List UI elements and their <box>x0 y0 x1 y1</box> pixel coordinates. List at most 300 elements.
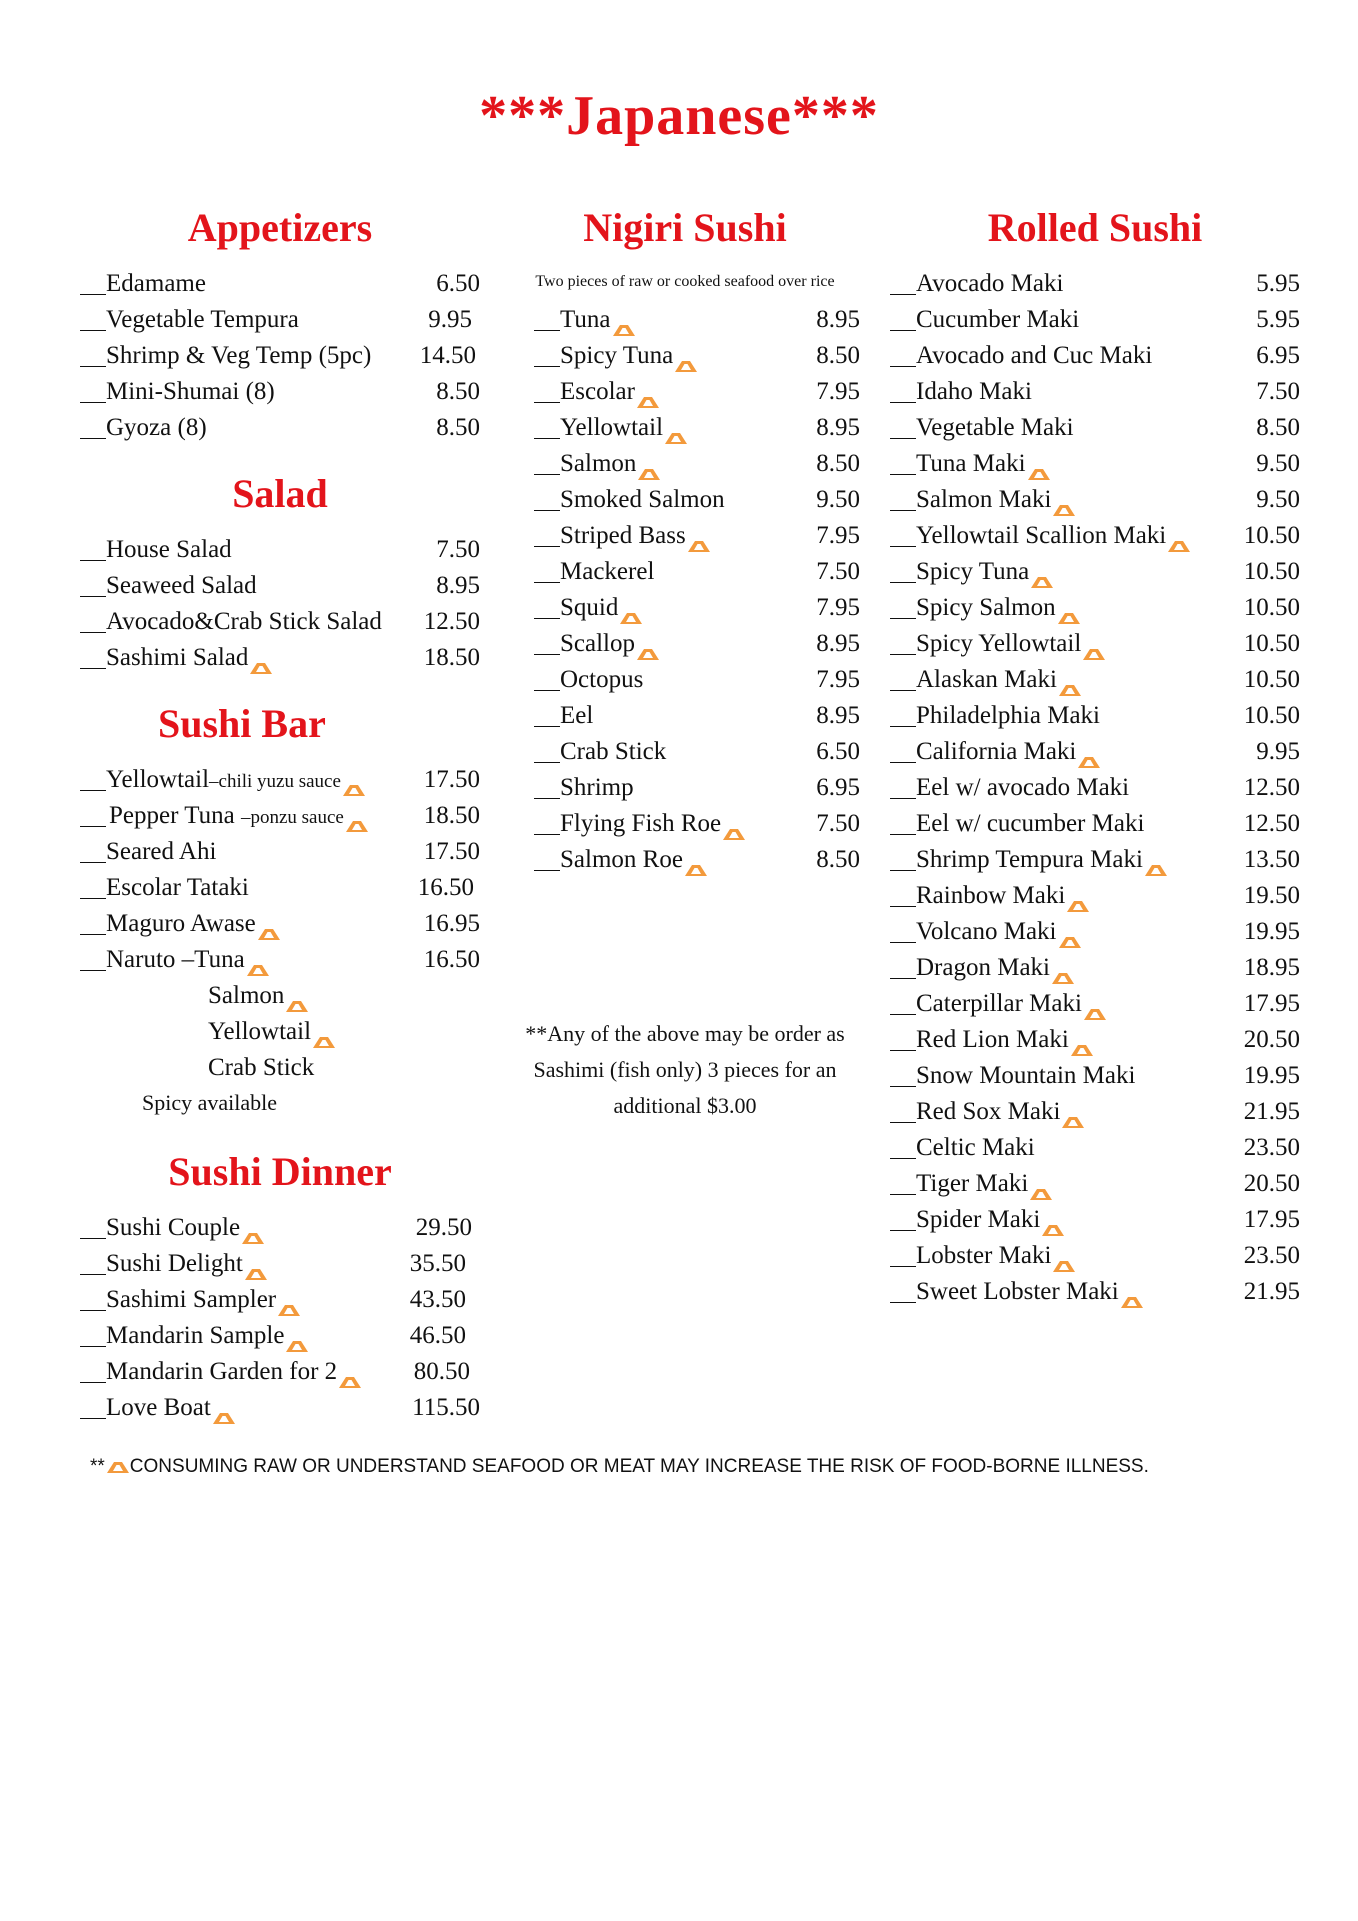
checkbox-line[interactable] <box>890 410 916 439</box>
menu-item <box>534 518 860 554</box>
middle-column <box>510 200 860 878</box>
menu-item <box>890 482 1300 518</box>
item-name-text: Squid <box>560 594 619 621</box>
checkbox-line[interactable] <box>80 834 106 863</box>
raw-warning-icon <box>1041 1212 1065 1226</box>
item-name-text: Celtic Maki <box>916 1134 1035 1161</box>
raw-warning-icon <box>1052 492 1076 506</box>
menu-item <box>534 554 860 590</box>
item-name-text: Lobster Maki <box>916 1242 1052 1269</box>
item-name-text: Eel w/ cucumber Maki <box>916 810 1145 837</box>
item-price: 20.50 <box>1243 1026 1300 1053</box>
raw-warning-icon <box>244 1256 268 1270</box>
item-name <box>560 302 816 338</box>
raw-warning-icon <box>1058 924 1082 938</box>
item-price: 13.50 <box>1243 846 1300 873</box>
raw-warning-icon <box>1030 564 1054 578</box>
menu-item <box>80 834 480 870</box>
item-name-text: Avocado Maki <box>916 270 1064 297</box>
checkbox-line[interactable] <box>534 590 560 619</box>
item-name <box>560 518 816 554</box>
checkbox-line[interactable] <box>80 1246 106 1275</box>
checkbox-line[interactable] <box>534 662 560 691</box>
menu-item <box>890 1274 1300 1310</box>
raw-warning-icon <box>684 852 708 866</box>
item-price: 8.95 <box>816 414 860 441</box>
checkbox-line[interactable] <box>890 1274 916 1303</box>
item-price: 7.50 <box>1256 378 1300 405</box>
checkbox-line[interactable] <box>890 698 916 727</box>
item-name <box>106 1210 416 1246</box>
checkbox-line[interactable] <box>534 518 560 547</box>
raw-warning-icon <box>1167 528 1191 542</box>
raw-warning-icon <box>1057 600 1081 614</box>
disclaimer-prefix: ** <box>90 1456 105 1477</box>
item-name <box>560 446 816 482</box>
item-name-text: Caterpillar Maki <box>916 990 1082 1017</box>
item-price: 9.50 <box>1256 486 1300 513</box>
item-name-text: Escolar <box>560 378 635 405</box>
menu-item <box>890 878 1300 914</box>
checkbox-line[interactable] <box>80 798 106 827</box>
checkbox-line[interactable] <box>890 770 916 799</box>
item-price: 7.95 <box>816 594 860 621</box>
item-price: 17.50 <box>423 766 480 793</box>
item-name-text: Love Boat <box>106 1394 211 1421</box>
item-name <box>106 1318 410 1354</box>
item-name <box>916 626 1244 662</box>
item-price: 6.95 <box>816 774 860 801</box>
item-name-text: Cucumber Maki <box>916 306 1080 333</box>
checkbox-line[interactable] <box>890 950 916 979</box>
raw-warning-icon <box>619 600 643 614</box>
raw-warning-icon <box>674 348 698 362</box>
menu-item <box>890 986 1300 1022</box>
item-name <box>916 590 1244 626</box>
menu-item <box>80 640 480 676</box>
naruto-option-text: Yellowtail <box>208 1018 312 1045</box>
item-name-text: Sashimi Salad <box>106 644 249 671</box>
item-price: 19.50 <box>1243 882 1300 909</box>
raw-warning-icon <box>257 916 281 930</box>
checkbox-line[interactable] <box>534 338 560 367</box>
menu-item <box>890 266 1300 302</box>
naruto-option <box>80 1050 480 1086</box>
item-name <box>916 1202 1244 1238</box>
item-name <box>560 374 816 410</box>
item-name-text: Vegetable Maki <box>916 414 1074 441</box>
item-name <box>106 762 424 798</box>
raw-warning-icon <box>636 636 660 650</box>
nigiri-list <box>510 302 860 878</box>
raw-warning-icon <box>345 808 369 822</box>
item-name-text: Mandarin Sample <box>106 1322 285 1349</box>
raw-warning-icon <box>1120 1284 1144 1298</box>
menu-item <box>80 410 480 446</box>
checkbox-line[interactable] <box>890 338 916 367</box>
raw-warning-icon <box>1144 852 1168 866</box>
raw-warning-icon <box>106 1458 130 1472</box>
item-name <box>916 950 1244 986</box>
item-price: 115.50 <box>412 1394 480 1421</box>
item-name-text: Spider Maki <box>916 1206 1041 1233</box>
item-price: 23.50 <box>1243 1242 1300 1269</box>
menu-item <box>890 1022 1300 1058</box>
item-price: 43.50 <box>409 1286 466 1313</box>
menu-item <box>890 554 1300 590</box>
item-sauce: –chili yuzu sauce <box>209 771 341 792</box>
item-name <box>106 1390 412 1426</box>
item-name-text: Shrimp <box>560 774 634 801</box>
raw-warning-icon <box>312 1024 336 1038</box>
item-name-text: Tuna Maki <box>916 450 1026 477</box>
menu-item <box>80 798 480 834</box>
item-name <box>916 986 1244 1022</box>
raw-warning-icon <box>1058 672 1082 686</box>
checkbox-line[interactable] <box>534 734 560 763</box>
item-price: 8.50 <box>816 846 860 873</box>
sashimi-note-line: **Any of the above may be order as <box>525 1021 845 1046</box>
raw-warning-icon <box>612 312 636 326</box>
item-name <box>916 734 1256 770</box>
checkbox-line[interactable] <box>890 518 916 547</box>
checkbox-line[interactable] <box>890 1130 916 1159</box>
item-price: 10.50 <box>1243 558 1300 585</box>
item-price: 23.50 <box>1243 1134 1300 1161</box>
checkbox-line[interactable] <box>80 762 106 791</box>
menu-item <box>80 1210 480 1246</box>
salad-list <box>80 532 480 676</box>
menu-item <box>890 1238 1300 1274</box>
checkbox-line[interactable] <box>890 446 916 475</box>
raw-warning-icon <box>1027 456 1051 470</box>
item-name-text: Yellowtail <box>106 766 210 793</box>
item-price: 14.50 <box>419 342 476 369</box>
menu-item <box>80 1282 480 1318</box>
item-name <box>560 554 816 590</box>
menu-item <box>890 914 1300 950</box>
item-price: 16.50 <box>423 946 480 973</box>
raw-warning-icon <box>212 1400 236 1414</box>
item-name <box>106 1354 414 1390</box>
naruto-option-text: Salmon <box>208 982 285 1009</box>
raw-warning-icon <box>277 1292 301 1306</box>
item-price: 7.95 <box>816 666 860 693</box>
checkbox-line[interactable] <box>890 806 916 835</box>
checkbox-line[interactable] <box>890 662 916 691</box>
menu-item <box>80 1390 480 1426</box>
item-name-text: California Maki <box>916 738 1077 765</box>
item-name <box>560 662 816 698</box>
raw-warning-icon <box>722 816 746 830</box>
item-name-text: Eel <box>560 702 594 729</box>
item-name <box>560 734 816 770</box>
menu-item <box>534 590 860 626</box>
checkbox-line[interactable] <box>80 1354 106 1383</box>
item-name-text: Idaho Maki <box>916 378 1032 405</box>
menu-item <box>890 806 1300 842</box>
item-price: 10.50 <box>1243 522 1300 549</box>
item-price: 16.50 <box>417 874 474 901</box>
item-name <box>916 554 1244 590</box>
item-name <box>916 518 1244 554</box>
item-name <box>916 1166 1244 1202</box>
menu-item <box>80 302 480 338</box>
menu-item <box>80 604 480 640</box>
item-price: 18.95 <box>1243 954 1300 981</box>
checkbox-line[interactable] <box>534 374 560 403</box>
checkbox-line[interactable] <box>80 640 106 669</box>
raw-warning-icon <box>664 420 688 434</box>
item-name-text: Spicy Tuna <box>560 342 674 369</box>
checkbox-line[interactable] <box>80 1282 106 1311</box>
spicy-note: Spicy available <box>142 1090 278 1115</box>
menu-item <box>534 770 860 806</box>
item-name <box>106 798 424 834</box>
item-price: 19.95 <box>1243 1062 1300 1089</box>
sashimi-note-line: additional $3.00 <box>613 1093 757 1118</box>
raw-warning-icon <box>636 384 660 398</box>
item-price: 10.50 <box>1243 666 1300 693</box>
checkbox-line[interactable] <box>534 842 560 871</box>
item-price: 10.50 <box>1243 702 1300 729</box>
checkbox-line[interactable] <box>890 302 916 331</box>
checkbox-line[interactable] <box>534 626 560 655</box>
checkbox-line[interactable] <box>534 302 560 331</box>
checkbox-line[interactable] <box>80 906 106 935</box>
appetizers-list <box>80 266 480 446</box>
item-name <box>560 770 816 806</box>
item-name <box>560 698 816 734</box>
item-name-text: Salmon <box>560 450 637 477</box>
item-price: 7.50 <box>816 810 860 837</box>
item-name <box>916 662 1244 698</box>
item-name-text: Tuna <box>560 306 611 333</box>
checkbox-line[interactable] <box>890 878 916 907</box>
item-price: 46.50 <box>409 1322 466 1349</box>
menu-item <box>534 842 860 878</box>
item-name <box>106 1246 410 1282</box>
item-name-text: Spicy Salmon <box>916 594 1056 621</box>
item-name <box>106 640 424 676</box>
menu-item <box>80 870 480 906</box>
item-name-text: Philadelphia Maki <box>916 702 1100 729</box>
checkbox-line[interactable] <box>534 554 560 583</box>
item-name: Mini-Shumai (8) <box>106 378 275 405</box>
item-name-text: Flying Fish Roe <box>560 810 722 837</box>
menu-item <box>890 698 1300 734</box>
checkbox-line[interactable] <box>890 914 916 943</box>
item-name-text: Scallop <box>560 630 635 657</box>
item-name-text: Striped Bass <box>560 522 686 549</box>
sashimi-note-line: Sashimi (fish only) 3 pieces for an <box>533 1057 837 1082</box>
item-price: 7.95 <box>816 378 860 405</box>
checkbox-line[interactable] <box>80 374 106 403</box>
menu-item <box>534 734 860 770</box>
checkbox-line[interactable] <box>890 1202 916 1231</box>
checkbox-line[interactable] <box>80 532 106 561</box>
menu-item <box>890 662 1300 698</box>
item-name-text: Salmon Roe <box>560 846 683 873</box>
item-price: 19.95 <box>1243 918 1300 945</box>
item-name <box>916 842 1244 878</box>
checkbox-line[interactable] <box>890 482 916 511</box>
checkbox-line[interactable] <box>534 806 560 835</box>
item-name <box>916 410 1256 446</box>
rolled-heading: Rolled Sushi <box>987 205 1203 250</box>
raw-warning-icon <box>1082 636 1106 650</box>
checkbox-line[interactable] <box>534 482 560 511</box>
checkbox-line[interactable] <box>80 942 106 971</box>
item-name-text: Snow Mountain Maki <box>916 1062 1136 1089</box>
menu-item <box>890 1130 1300 1166</box>
checkbox-line[interactable] <box>534 446 560 475</box>
sushi-dinner-list <box>80 1210 480 1426</box>
disclaimer-text: CONSUMING RAW OR UNDERSTAND SEAFOOD OR MEAT MAY INCREASE THE RISK OF FOOD-BORNE ILLNESS. <box>129 1456 1149 1477</box>
checkbox-line[interactable] <box>80 302 106 331</box>
checkbox-line[interactable] <box>80 1390 106 1419</box>
right-column <box>890 200 1300 1310</box>
item-name-text: Mandarin Garden for 2 <box>106 1358 338 1385</box>
item-name <box>916 914 1244 950</box>
menu-item <box>80 568 480 604</box>
item-name-text: Crab Stick <box>560 738 667 765</box>
item-name-text: Sashimi Sampler <box>106 1286 277 1313</box>
item-name-text: Rainbow Maki <box>916 882 1066 909</box>
item-price: 8.50 <box>1256 414 1300 441</box>
item-name <box>916 338 1256 374</box>
sushi-dinner-heading: Sushi Dinner <box>168 1149 392 1194</box>
item-price: 8.95 <box>436 572 480 599</box>
checkbox-line[interactable] <box>80 604 106 633</box>
item-name: Shrimp & Veg Temp (5pc) <box>106 342 372 369</box>
menu-item <box>80 942 480 978</box>
menu-item <box>534 482 860 518</box>
item-price: 20.50 <box>1243 1170 1300 1197</box>
checkbox-line[interactable] <box>890 554 916 583</box>
checkbox-line[interactable] <box>890 374 916 403</box>
item-price: 7.95 <box>816 522 860 549</box>
menu-item <box>890 626 1300 662</box>
item-price: 21.95 <box>1243 1278 1300 1305</box>
menu-item <box>890 734 1300 770</box>
menu-item <box>80 1246 480 1282</box>
checkbox-line[interactable] <box>534 698 560 727</box>
nigiri-heading: Nigiri Sushi <box>583 205 787 250</box>
checkbox-line[interactable] <box>890 1166 916 1195</box>
left-column <box>80 200 480 1426</box>
item-name <box>916 482 1256 518</box>
item-name-text: Shrimp Tempura Maki <box>916 846 1143 873</box>
item-price: 8.50 <box>816 342 860 369</box>
item-price: 17.95 <box>1243 990 1300 1017</box>
naruto-option-text: Crab Stick <box>208 1054 315 1081</box>
item-name <box>106 942 424 978</box>
item-price: 6.50 <box>436 270 480 297</box>
item-name <box>560 410 816 446</box>
checkbox-line[interactable] <box>80 568 106 597</box>
checkbox-line[interactable] <box>80 1318 106 1347</box>
item-price: 7.50 <box>816 558 860 585</box>
nigiri-subtitle: Two pieces of raw or cooked seafood over rice <box>535 273 835 290</box>
item-price: 12.50 <box>1243 774 1300 801</box>
item-price: 10.50 <box>1243 594 1300 621</box>
checkbox-line[interactable] <box>890 986 916 1015</box>
raw-warning-icon <box>1066 888 1090 902</box>
sushi-bar-heading: Sushi Bar <box>158 701 326 746</box>
checkbox-line[interactable] <box>890 626 916 655</box>
item-name: Avocado&Crab Stick Salad <box>106 608 382 635</box>
item-price: 8.95 <box>816 702 860 729</box>
item-name-text: Sweet Lobster Maki <box>916 1278 1119 1305</box>
menu-item <box>890 842 1300 878</box>
menu-item <box>80 1318 480 1354</box>
checkbox-line[interactable] <box>890 1238 916 1267</box>
item-price: 17.50 <box>423 838 480 865</box>
checkbox-line[interactable] <box>890 734 916 763</box>
item-name-text: Naruto –Tuna <box>106 946 245 973</box>
menu-item <box>890 1166 1300 1202</box>
item-name-text: Spicy Tuna <box>916 558 1030 585</box>
menu-item <box>80 1354 480 1390</box>
item-sauce: –ponzu sauce <box>240 807 344 828</box>
checkbox-line[interactable] <box>534 410 560 439</box>
checkbox-line[interactable] <box>80 266 106 295</box>
checkbox-line[interactable] <box>890 1094 916 1123</box>
checkbox-line[interactable] <box>890 266 916 295</box>
item-name: Escolar Tataki <box>106 874 249 901</box>
item-name <box>916 1238 1244 1274</box>
checkbox-line[interactable] <box>890 1058 916 1087</box>
item-price: 21.95 <box>1243 1098 1300 1125</box>
item-price: 18.50 <box>423 644 480 671</box>
item-name <box>560 842 816 878</box>
checkbox-line[interactable] <box>890 842 916 871</box>
menu-item <box>890 446 1300 482</box>
item-name-text: Maguro Awase <box>106 910 256 937</box>
item-name-text: Spicy Yellowtail <box>916 630 1082 657</box>
raw-warning-icon <box>1051 960 1075 974</box>
item-price: 17.95 <box>1243 1206 1300 1233</box>
checkbox-line[interactable] <box>80 870 106 899</box>
item-price: 12.50 <box>423 608 480 635</box>
checkbox-line[interactable] <box>534 770 560 799</box>
appetizers-heading: Appetizers <box>187 205 373 250</box>
item-name <box>916 878 1244 914</box>
item-name-text: Sushi Delight <box>106 1250 243 1277</box>
menu-item <box>890 518 1300 554</box>
raw-warning-icon <box>1029 1176 1053 1190</box>
item-price: 9.50 <box>816 486 860 513</box>
checkbox-line[interactable] <box>80 1210 106 1239</box>
item-price: 8.50 <box>816 450 860 477</box>
item-name-text: Avocado and Cuc Maki <box>916 342 1153 369</box>
item-name: Seaweed Salad <box>106 572 257 599</box>
item-name <box>916 302 1256 338</box>
item-name <box>560 590 816 626</box>
item-name: Gyoza (8) <box>106 414 207 441</box>
menu-item <box>534 806 860 842</box>
item-name-text: Yellowtail Scallion Maki <box>916 522 1167 549</box>
checkbox-line[interactable] <box>80 410 106 439</box>
item-name-text: Red Sox Maki <box>916 1098 1061 1125</box>
menu-item <box>534 698 860 734</box>
menu-item <box>80 374 480 410</box>
checkbox-line[interactable] <box>890 590 916 619</box>
checkbox-line[interactable] <box>890 1022 916 1051</box>
item-name <box>560 626 816 662</box>
checkbox-line[interactable] <box>80 338 106 367</box>
